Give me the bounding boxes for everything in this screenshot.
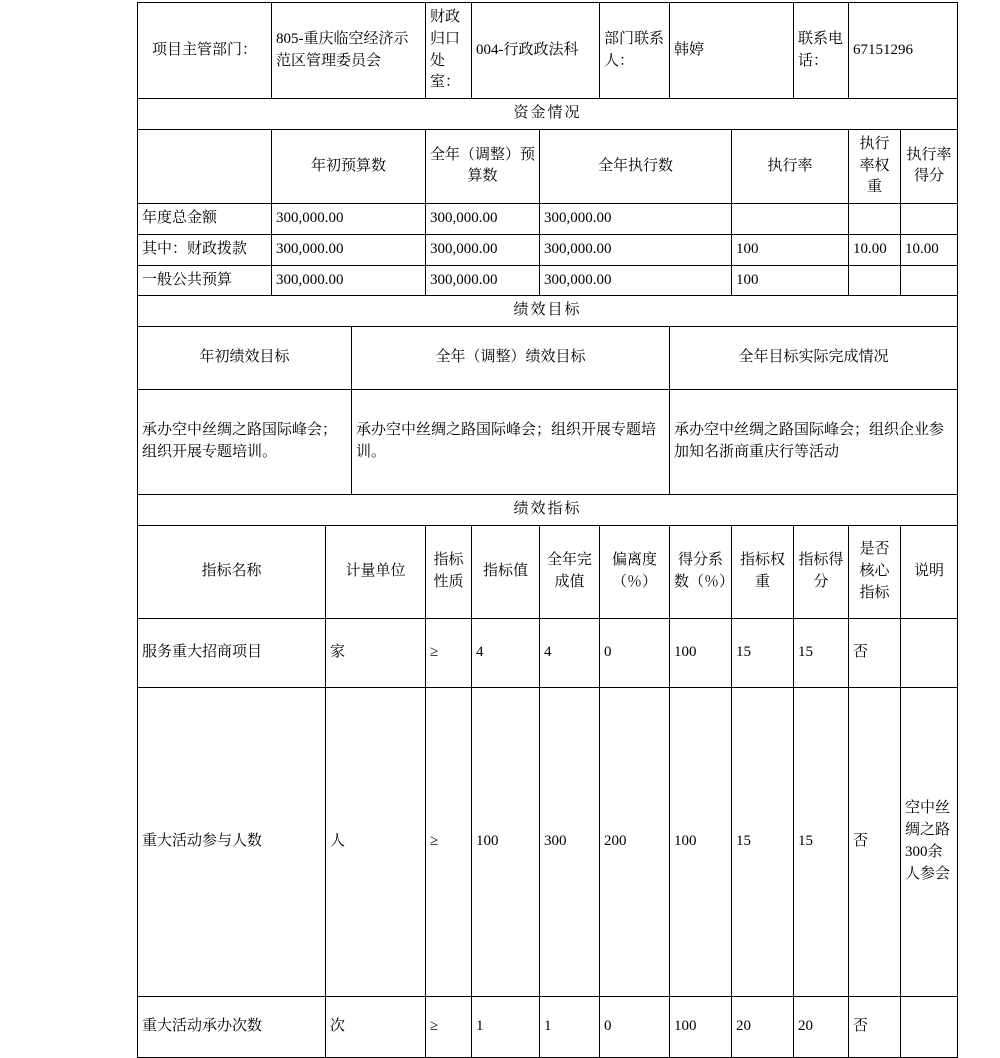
phone-value: 67151296 [849,3,958,99]
goals-content-row [138,390,958,495]
phone-label: 联系电话： [794,3,849,99]
dept-value: 805-重庆临空经济示范区管理委员会 [272,3,426,99]
indicator-actual: 1 [540,996,600,1057]
funds-row-executed: 300,000.00 [540,234,732,265]
goals-col-initial: 年初绩效目标 [138,327,352,390]
indicator-col-coefficient: 得分系数（％） [670,525,732,618]
indicator-nature: ≥ [426,618,472,687]
indicator-col-deviation: 偏离度（％） [600,525,670,618]
funds-col-score: 执行率得分 [901,129,958,203]
funds-row [138,204,958,235]
indicator-row [138,618,958,687]
indicator-col-note: 说明 [901,525,958,618]
indicator-deviation: 200 [600,687,670,996]
funds-row-executed: 300,000.00 [540,204,732,235]
funds-col-weight: 执行率权重 [849,129,901,203]
funds-row-weight [849,265,901,296]
indicator-name: 服务重大招商项目 [138,618,326,687]
funds-col-adjusted: 全年（调整）预算数 [426,129,540,203]
indicator-nature: ≥ [426,687,472,996]
header-row [138,3,958,99]
indicator-actual: 300 [540,687,600,996]
indicators-section-title-row [138,495,958,526]
funds-row-score: 10.00 [901,234,958,265]
goals-section-title-row [138,296,958,327]
indicator-col-core: 是否核心指标 [849,525,901,618]
funds-row-adjusted: 300,000.00 [426,265,540,296]
indicator-nature: ≥ [426,996,472,1057]
goals-col-actual: 全年目标实际完成情况 [670,327,958,390]
indicators-header-row [138,525,958,618]
indicator-row [138,687,958,996]
indicator-score: 20 [794,996,849,1057]
funds-row-adjusted: 300,000.00 [426,204,540,235]
indicator-weight: 20 [732,996,794,1057]
funds-row-rate [732,204,849,235]
funds-row-executed: 300,000.00 [540,265,732,296]
funds-row-weight [849,204,901,235]
finance-office-value: 004-行政政法科 [472,3,600,99]
funds-row-score [901,204,958,235]
indicator-unit: 家 [326,618,426,687]
indicator-actual: 4 [540,618,600,687]
indicator-coefficient: 100 [670,687,732,996]
funds-row-weight: 10.00 [849,234,901,265]
indicators-section-title: 绩效指标 [138,495,958,526]
goals-value-adjusted: 承办空中丝绸之路国际峰会；组织开展专题培训。 [352,390,670,495]
funds-col-initial: 年初预算数 [272,129,426,203]
funds-section-title: 资金情况 [138,99,958,130]
funds-col-blank [138,129,272,203]
indicator-col-actual: 全年完成值 [540,525,600,618]
goals-section-title: 绩效目标 [138,296,958,327]
indicator-col-score: 指标得分 [794,525,849,618]
indicator-weight: 15 [732,618,794,687]
funds-col-executed: 全年执行数 [540,129,732,203]
indicator-col-nature: 指标性质 [426,525,472,618]
indicator-note: 空中丝绸之路300余人参会 [901,687,958,996]
contact-value: 韩婷 [670,3,794,99]
indicator-deviation: 0 [600,618,670,687]
funds-row-rate: 100 [732,265,849,296]
indicator-col-unit: 计量单位 [326,525,426,618]
indicator-unit: 次 [326,996,426,1057]
indicator-coefficient: 100 [670,618,732,687]
funds-row-initial: 300,000.00 [272,265,426,296]
indicator-core: 否 [849,687,901,996]
funds-row-adjusted: 300,000.00 [426,234,540,265]
performance-evaluation-table [137,2,958,1058]
goals-col-adjusted: 全年（调整）绩效目标 [352,327,670,390]
funds-row-initial: 300,000.00 [272,234,426,265]
indicator-note [901,618,958,687]
indicator-note [901,996,958,1057]
indicator-target: 4 [472,618,540,687]
indicator-score: 15 [794,687,849,996]
dept-label: 项目主管部门： [138,3,272,99]
funds-row [138,265,958,296]
funds-col-rate: 执行率 [732,129,849,203]
indicator-deviation: 0 [600,996,670,1057]
funds-row-label: 年度总金额 [138,204,272,235]
indicator-col-weight: 指标权重 [732,525,794,618]
goals-value-initial: 承办空中丝绸之路国际峰会；组织开展专题培训。 [138,390,352,495]
indicator-name: 重大活动承办次数 [138,996,326,1057]
document-page [0,2,1000,1038]
contact-label: 部门联系人： [600,3,670,99]
funds-row-label: 其中：财政拨款 [138,234,272,265]
indicator-score: 15 [794,618,849,687]
indicator-col-target: 指标值 [472,525,540,618]
indicator-coefficient: 100 [670,996,732,1057]
goals-header-row [138,327,958,390]
indicator-core: 否 [849,618,901,687]
funds-row-rate: 100 [732,234,849,265]
indicator-name: 重大活动参与人数 [138,687,326,996]
finance-office-label: 财政归口处室： [426,3,472,99]
funds-row-score [901,265,958,296]
funds-header-row [138,129,958,203]
funds-row [138,234,958,265]
indicator-target: 100 [472,687,540,996]
indicator-weight: 15 [732,687,794,996]
indicator-unit: 人 [326,687,426,996]
funds-section-title-row [138,99,958,130]
funds-row-label: 一般公共预算 [138,265,272,296]
indicator-target: 1 [472,996,540,1057]
indicator-col-name: 指标名称 [138,525,326,618]
indicator-row [138,996,958,1057]
indicator-core: 否 [849,996,901,1057]
goals-value-actual: 承办空中丝绸之路国际峰会；组织企业参加知名浙商重庆行等活动 [670,390,958,495]
funds-row-initial: 300,000.00 [272,204,426,235]
